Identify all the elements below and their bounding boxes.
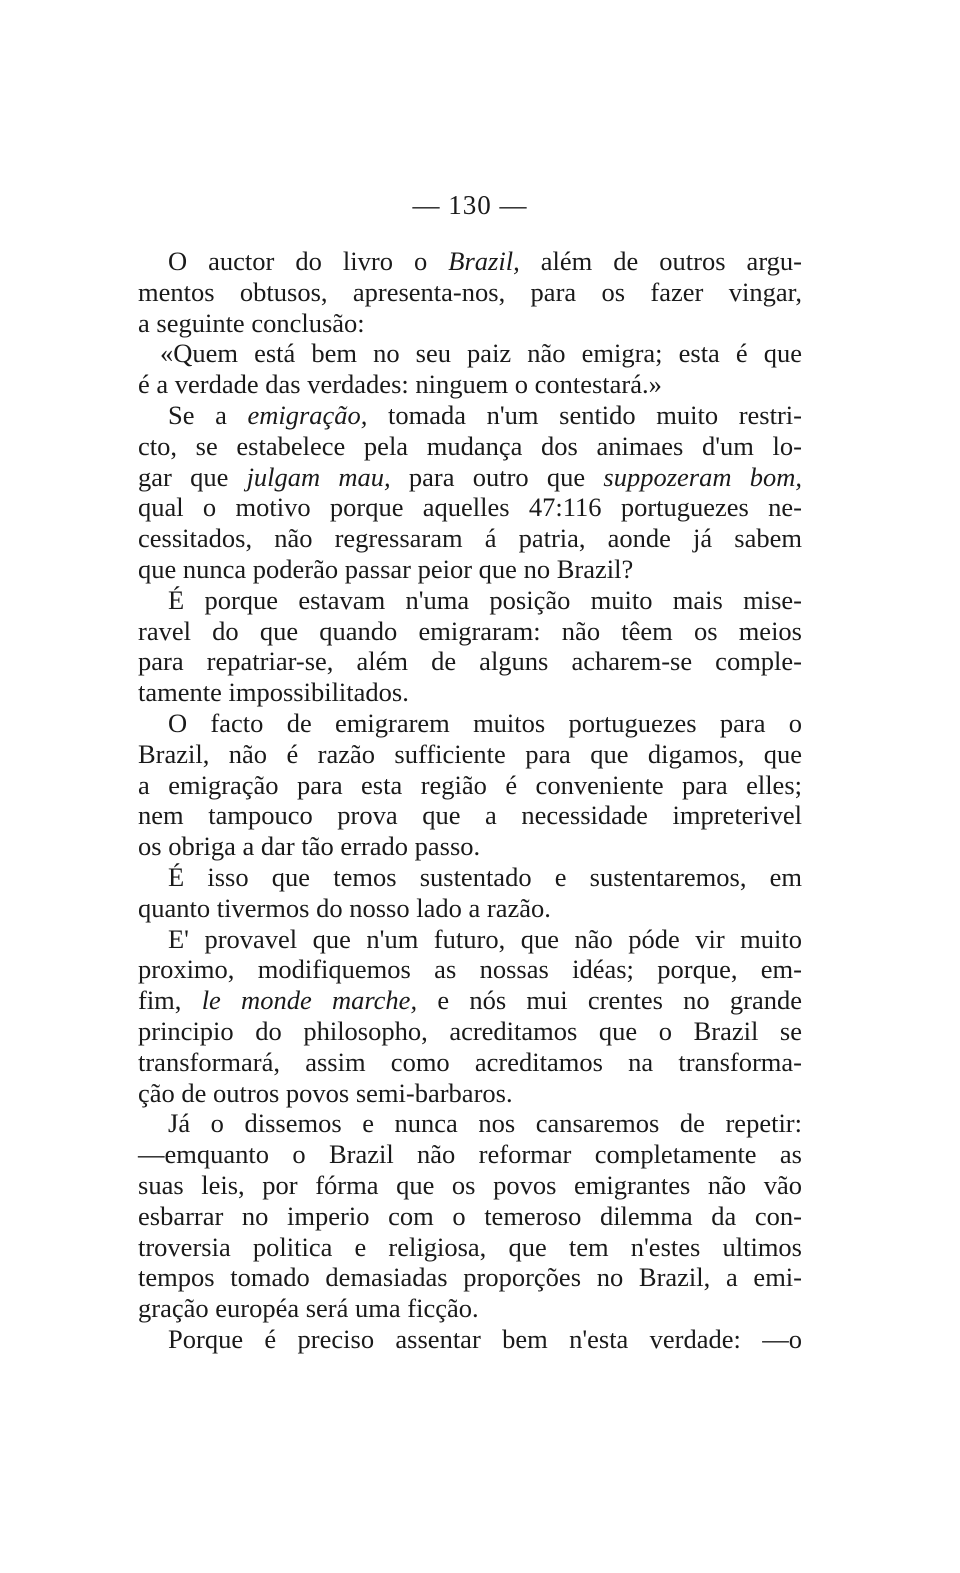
- text-line: [138, 770, 802, 801]
- text-line: [138, 369, 802, 400]
- text-segment: a emigração para esta região é conveniente para elles;: [138, 769, 802, 800]
- text-line: [138, 1078, 802, 1109]
- text-segment: qual o motivo porque aquelles 47:116 portuguezes ne-: [138, 492, 802, 523]
- text-line: [138, 246, 802, 277]
- text-segment: gração européa será uma ficção.: [138, 1293, 479, 1324]
- text-line: [138, 1016, 802, 1047]
- page-number: — 130 —: [412, 190, 528, 220]
- text-line: [138, 677, 802, 708]
- text-segment: esbarrar no imperio com o temeroso dilemma da con-: [138, 1200, 802, 1231]
- text-line: [138, 1262, 802, 1293]
- text-line: [138, 431, 802, 462]
- text-segment: além de outros argu-: [519, 246, 802, 276]
- text-segment: para repatriar-se, além de alguns acharem-se comple-: [138, 646, 802, 677]
- text-segment: e nós mui crentes no grande: [417, 985, 803, 1016]
- text-segment: «Quem está bem no seu paiz não emigra; esta é que: [160, 338, 802, 369]
- text-segment: proximo, modifiquemos as nossas idéas; porque, em-: [138, 954, 802, 985]
- text-segment: É porque estavam n'uma posição muito mais mise-: [168, 584, 802, 615]
- text-line: [138, 308, 802, 339]
- text-segment: cto, se estabelece pela mudança dos animaes d'um lo-: [138, 430, 802, 461]
- text-segment: nem tampouco prova que a necessidade impreterivel: [138, 800, 802, 831]
- text-segment: principio do philosopho, acreditamos que o Brazil se: [138, 1015, 802, 1046]
- text-segment: fim,: [138, 985, 202, 1016]
- text-line: [138, 492, 802, 523]
- text-line: [138, 462, 802, 493]
- text-segment: troversia politica e religiosa, que tem n'estes ultimos: [138, 1231, 802, 1262]
- italic-text: suppozeram bom,: [603, 461, 802, 492]
- text-segment: Se a: [168, 399, 248, 430]
- text-segment: Porque é preciso assentar bem n'esta verdade: —o: [168, 1323, 802, 1354]
- text-segment: tempos tomado demasiadas proporções no Brazil, a emi-: [138, 1262, 802, 1293]
- text-line: [138, 646, 802, 677]
- text-segment: É isso que temos sustentado e sustentaremos, em: [168, 861, 802, 892]
- text-line: [138, 985, 802, 1016]
- text-line: [138, 523, 802, 554]
- text-line: [138, 585, 802, 616]
- text-segment: cessitados, não regressaram á patria, aonde já sabem: [138, 523, 802, 554]
- text-line: [138, 924, 802, 955]
- text-segment: ravel do que quando emigraram: não têem os meios: [138, 615, 802, 646]
- italic-text: julgam mau,: [246, 461, 391, 492]
- text-line: [138, 1139, 802, 1170]
- text-line: [138, 862, 802, 893]
- text-segment: suas leis, por fórma que os povos emigrantes não vão: [138, 1169, 802, 1200]
- body-text: [138, 246, 802, 1355]
- text-line: [138, 1201, 802, 1232]
- text-line: [138, 831, 802, 862]
- text-line: [138, 1293, 802, 1324]
- text-segment: transformará, assim como acreditamos na transforma-: [138, 1046, 802, 1077]
- text-line: [138, 554, 802, 585]
- text-segment: é a verdade das verdades: ninguem o contestará.»: [138, 369, 662, 400]
- text-line: [138, 739, 802, 770]
- text-line: [138, 954, 802, 985]
- text-segment: —emquanto o Brazil não reformar completamente as: [138, 1139, 802, 1170]
- text-segment: E' provavel que n'um futuro, que não póde vir muito: [168, 923, 802, 954]
- text-segment: mentos obtusos, apresenta-nos, para os fazer vingar,: [138, 276, 802, 307]
- text-line: [138, 1232, 802, 1263]
- text-segment: ção de outros povos semi-barbaros.: [138, 1077, 513, 1108]
- text-line: [138, 1047, 802, 1078]
- text-line: [138, 1108, 802, 1139]
- text-segment: os obriga a dar tão errado passo.: [138, 831, 481, 862]
- text-segment: que nunca poderão passar peior que no Brazil?: [138, 553, 634, 584]
- text-line: [138, 616, 802, 647]
- text-segment: quanto tivermos do nosso lado a razão.: [138, 892, 551, 923]
- text-segment: gar que: [138, 461, 247, 492]
- text-line: [138, 400, 802, 431]
- text-segment: O facto de emigrarem muitos portuguezes para o: [168, 707, 802, 738]
- text-line: [138, 1324, 802, 1355]
- text-segment: tamente impossibilitados.: [138, 677, 409, 708]
- italic-text: Brazil,: [448, 246, 520, 276]
- text-segment: a seguinte conclusão:: [138, 307, 365, 338]
- text-segment: Já o dissemos e nunca nos cansaremos de repetir:: [168, 1108, 802, 1139]
- text-line: [138, 708, 802, 739]
- italic-text: emigração,: [247, 399, 368, 430]
- text-segment: Brazil, não é razão sufficiente para que digamos, que: [138, 738, 802, 769]
- text-segment: tomada n'um sentido muito restri-: [367, 399, 802, 430]
- text-line: [138, 800, 802, 831]
- text-line: [138, 277, 802, 308]
- italic-text: le monde marche,: [201, 985, 418, 1016]
- text-line: [138, 1170, 802, 1201]
- text-line: [138, 338, 802, 369]
- text-line: [138, 893, 802, 924]
- text-segment: para outro que: [390, 461, 604, 492]
- text-segment: O auctor do livro o: [168, 246, 449, 276]
